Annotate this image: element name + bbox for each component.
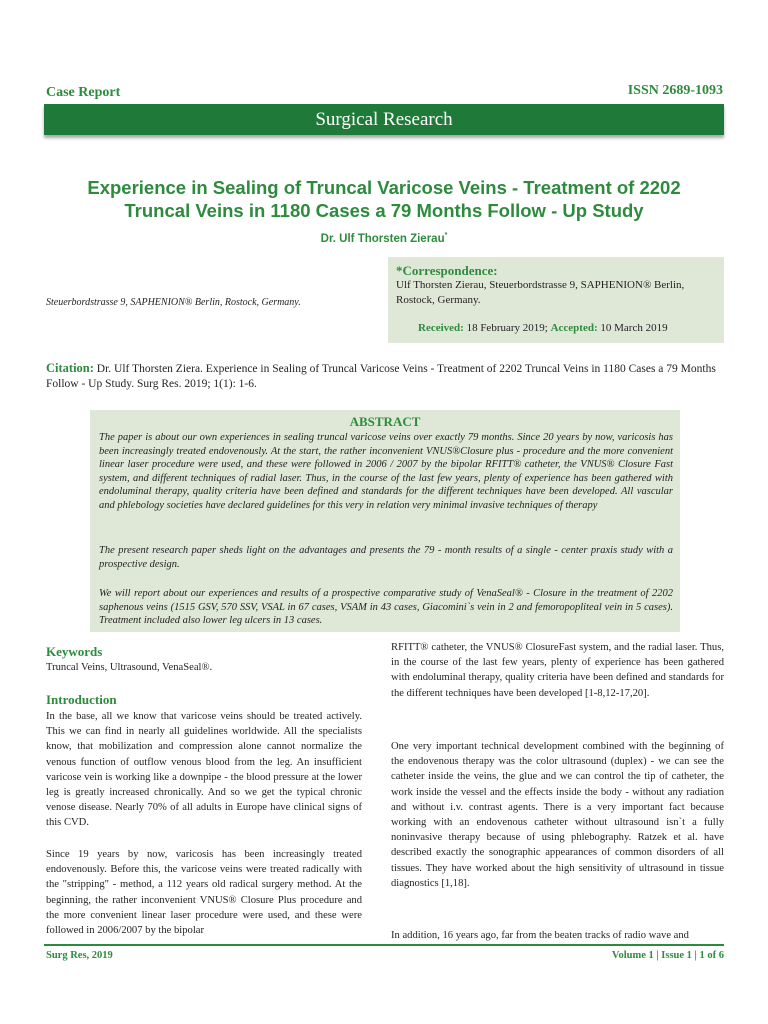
author-mark: *: [444, 232, 448, 239]
received-label: Received:: [418, 322, 464, 334]
intro-paragraph: RFITT® catheter, the VNUS® ClosureFast system, and the radial laser. Thus, in the course of the last few years, plenty of experience has been gathered with endoluminal therapy, quality criteria have been defined and standards for the different techniques have been developed [1-8,12-17,20].: [391, 642, 724, 699]
correspondence-box: [388, 257, 724, 343]
abstract-heading: ABSTRACT: [349, 414, 421, 429]
footer-page-info: Volume 1 | Issue 1 | 1 of 6: [611, 950, 724, 961]
footer-journal: Surg Res, 2019: [46, 950, 113, 961]
received-date: 18 February 2019;: [466, 322, 548, 334]
accepted-label: Accepted:: [550, 322, 598, 334]
abstract-paragraph: The paper is about our own experiences in sealing truncal varicose veins over exactly 79 months. Since 20 years by now, varicosis has been increasingly treated endovenously. At the start, the rather inconvenient VNUS®Closure plus - procedure and the more convenient linear laser procedure were used, and these were followed in 2006 / 2007 by the bipolar RFITT® catheter, the VNUS® Closure Fast system, and different techniques of radial laser. Thus, in the course of the last few years, plenty of experience has been gathered with endoluminal therapy, quality criteria have been defined and standards for the different techniques have been developed. All vascular and phlebology societies have declared guidelines for this very in relation very minimal invasive techniques of therapy: [99, 432, 673, 511]
intro-paragraph: Since 19 years by now, varicosis has been increasingly treated endovenously. Before this, the varicose veins were treated radically with the "stripping" - method, a 112 years old radical surgery method. At the beginning, the rather inconvenient VNUS® Closure Plus procedure and the more convenient linear laser procedure were used, and these were followed in 2006/2007 by the bipolar: [46, 849, 362, 937]
correspondence-body: Ulf Thorsten Zierau, Steuerbordstrasse 9, SAPHENION® Berlin, Rostock, Germany.: [396, 279, 685, 306]
article-type: Case Report: [46, 85, 121, 100]
keywords-text: Truncal Veins, Ultrasound, VenaSeal®.: [46, 662, 213, 673]
abstract-paragraph: The present research paper sheds light on the advantages and presents the 79 - month results of a single - center praxis study with a prospective design.: [99, 545, 673, 570]
introduction-heading: Introduction: [46, 692, 117, 707]
journal-banner: Surgical Research: [44, 104, 724, 135]
abstract-paragraph: We will report about our experiences and results of a prospective comparative study of VenaSeal® - Closure in the treatment of 2202 saphenous veins (1515 GSV, 570 SSV, VSAL in 67 cases, VSAM in 43 cases, Giacomini`s vein in 2 and femoropopliteal vein in 5 cases). Treatment included also lower leg ulcers in 13 cases.: [99, 588, 673, 626]
keywords-heading: Keywords: [46, 644, 103, 659]
author-name: Dr. Ulf Thorsten Zierau: [320, 232, 445, 245]
accepted-date: 10 March 2019: [600, 322, 668, 334]
intro-paragraph: One very important technical development combined with the beginning of the endovenous therapy was the color ultrasound (duplex) - we can see the catheter inside the veins, the glue and we can control the tip of catheter, the work inside the vessel and the effects inside the body - without any radiation and without i.v. contrast agents. There is a very important fact because working with an endovenous catheter without ultrasound isn`t a fully noninvasive therapy because of using phlebography. Ratzek et al. have described exactly the sonographic appearances of common disorders of all tissues. They have worked about the high sensitivity of ultrasound in tissue diagnostics [1,18].: [391, 741, 724, 889]
intro-paragraph: In addition, 16 years ago, far from the beaten tracks of radio wave and: [391, 930, 689, 941]
correspondence-dates: [418, 322, 668, 334]
footer-divider: [44, 944, 724, 946]
correspondence-heading: *Correspondence:: [396, 263, 498, 278]
citation-label: Citation:: [46, 361, 94, 375]
abstract-box: [90, 410, 680, 632]
article-title: Experience in Sealing of Truncal Varicose Veins - Treatment of 2202 Truncal Veins in 1180 Cases a 79 Months Follow - Up Study: [87, 177, 681, 221]
author: [0, 232, 768, 245]
issn: ISSN 2689-1093: [627, 83, 723, 98]
affiliation: Steuerbordstrasse 9, SAPHENION® Berlin, Rostock, Germany.: [46, 297, 301, 308]
citation: [46, 361, 726, 392]
intro-paragraph: In the base, all we know that varicose veins should be treated actively. This we can find in nearly all guidelines worldwide. All the specialists know, that mobilization and compression alone cannot normalize the venous function of outflow venous blood from the leg. An insufficient varicose vein is working like a downpipe - the blood pressure at the lower leg is greatly increased chronically. And so we get the typical chronic venose disease. Nearly 70% of all adults in Europe have clinical signs of this CVD.: [46, 711, 362, 829]
citation-text: Dr. Ulf Thorsten Ziera. Experience in Sealing of Truncal Varicose Veins - Treatment of 2202 Truncal Veins in 1180 Cases a 79 Months Follow - Up Study. Surg Res. 2019; 1(1): 1-6.: [46, 363, 716, 390]
